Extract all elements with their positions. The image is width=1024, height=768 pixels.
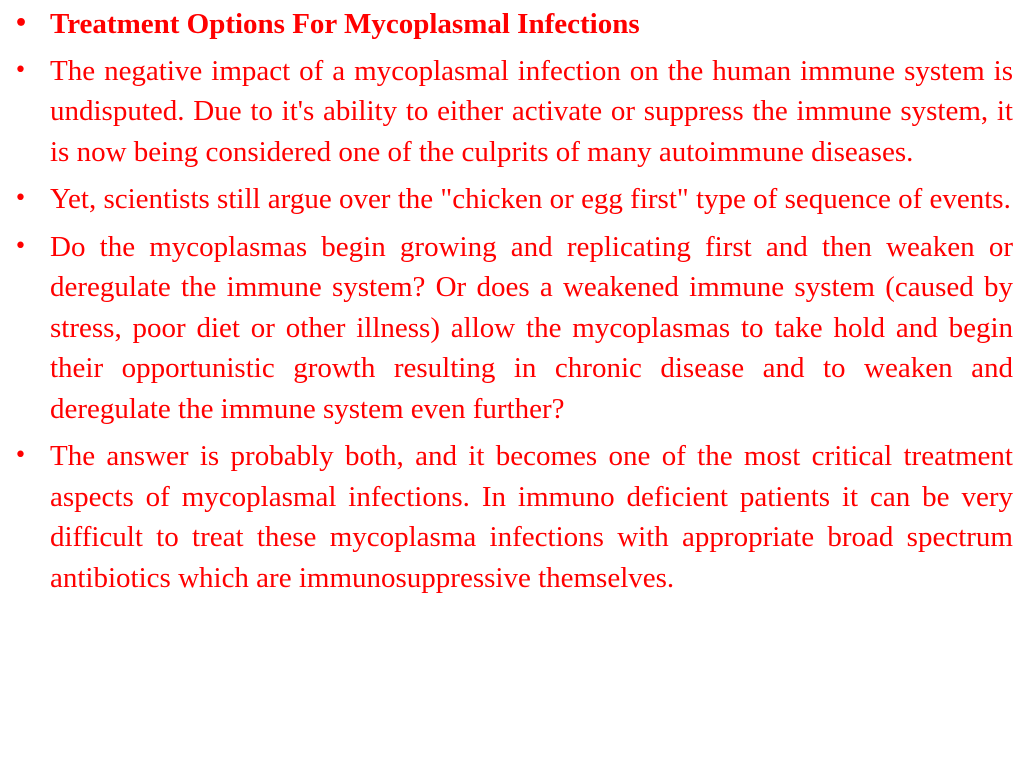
bullet-dot-icon: • xyxy=(14,57,27,83)
slide-heading: Treatment Options For Mycoplasmal Infections xyxy=(50,8,640,40)
bullet-dot-icon: • xyxy=(14,233,27,259)
bullet-list xyxy=(14,4,1013,605)
bullet-item xyxy=(14,179,1013,220)
bullet-dot-icon: • xyxy=(14,443,27,468)
bullet-text: Do the mycoplasmas begin growing and replicating first and then weaken or deregulate the immune system? Or does a weakened immune system (caused by stress, poor diet or other illness) allow the mycoplasmas to take hold and begin their opportunistic growth resulting in chronic disease and to weaken and deregulate the immune system even further? xyxy=(50,230,1013,425)
bullet-item xyxy=(14,227,1013,430)
bullet-item xyxy=(14,51,1013,173)
bullet-text: The negative impact of a mycoplasmal infection on the human immune system is undisputed. Due to it's ability to either activate or suppress the immune system, it is now being considered one of the culprits of many autoimmune diseases. xyxy=(50,54,1013,168)
bullet-item xyxy=(14,436,1013,598)
heading-bullet xyxy=(14,4,1013,45)
bullet-dot-icon: • xyxy=(14,11,29,36)
bullet-dot-icon: • xyxy=(14,186,27,211)
bullet-text: The answer is probably both, and it becomes one of the most critical treatment aspects of mycoplasmal infections. In immuno deficient patients it can be very difficult to treat these mycoplasma infections with appropriate broad spectrum antibiotics which are immunosuppressive themselves. xyxy=(50,440,1013,594)
bullet-text: Yet, scientists still argue over the "chicken or egg first" type of sequence of events. xyxy=(50,183,1011,215)
